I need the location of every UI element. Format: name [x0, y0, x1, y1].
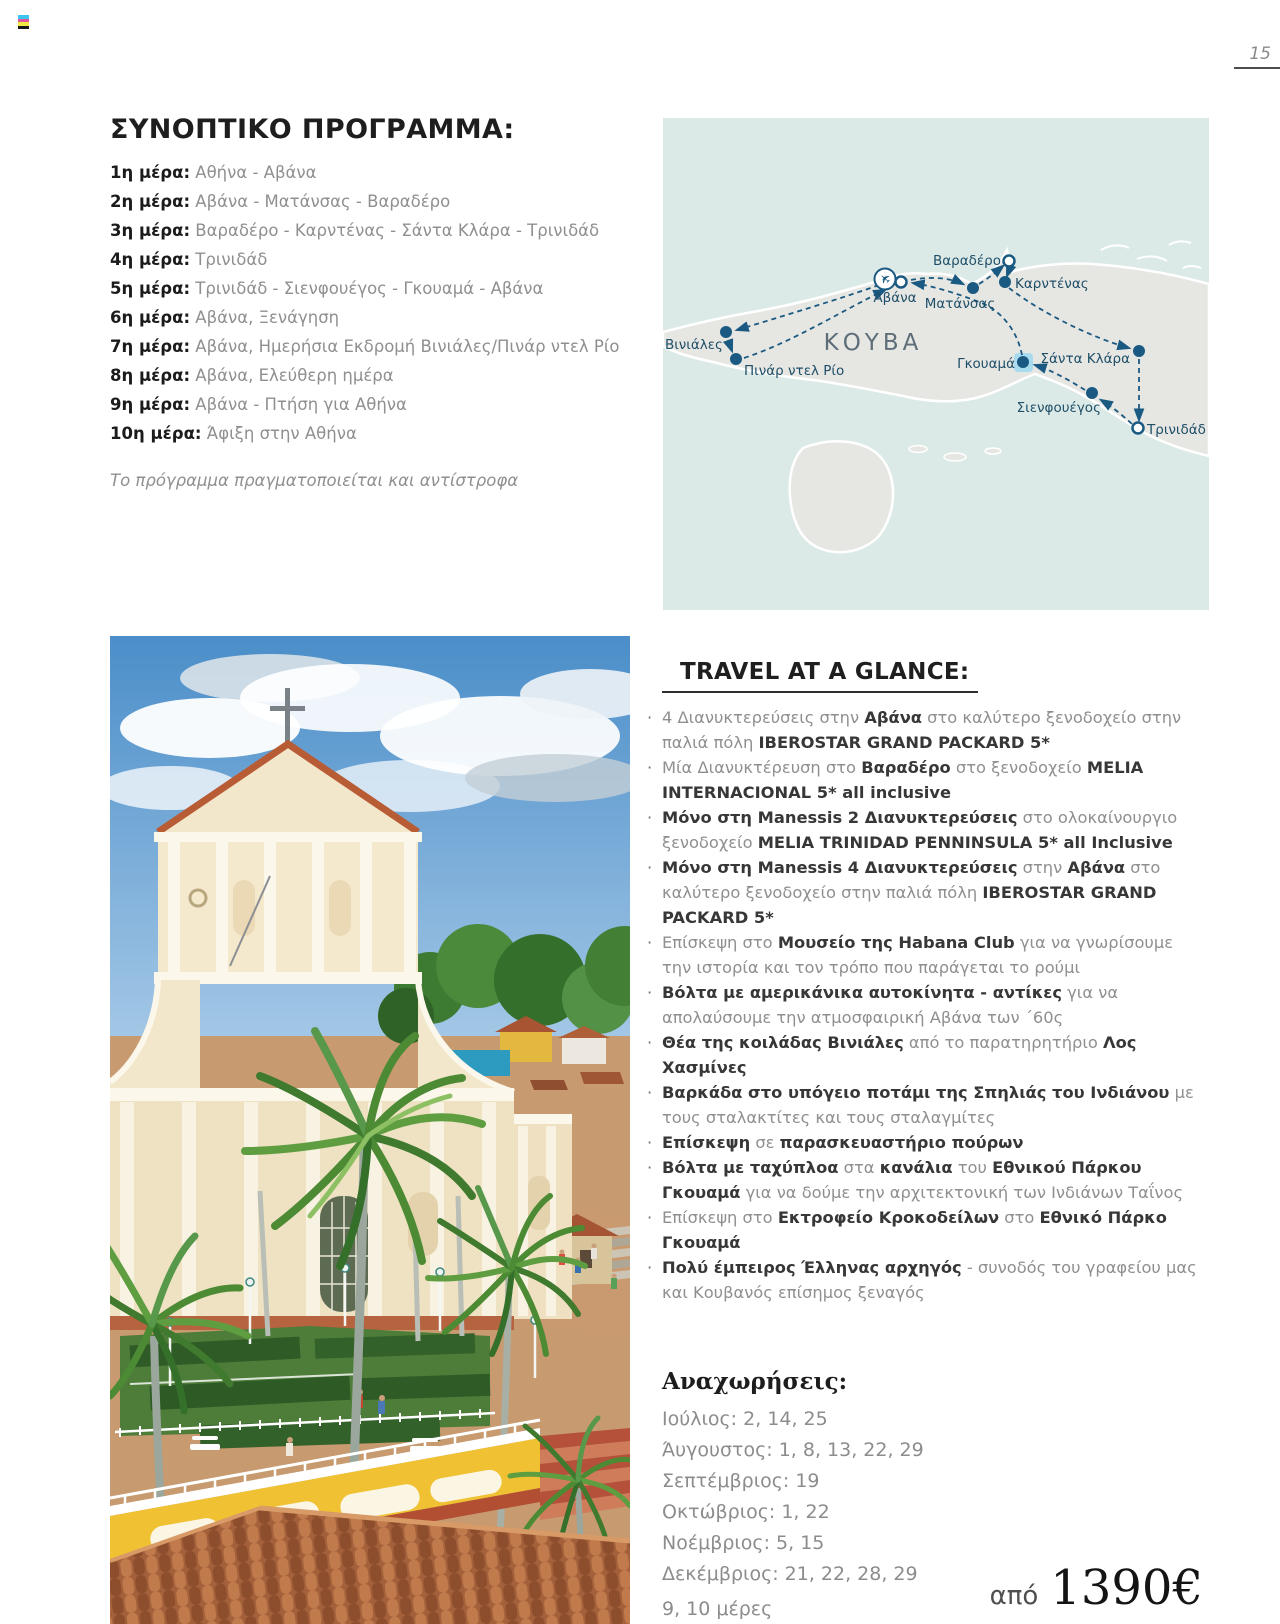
map-label-varadero: Βαραδέρο — [932, 253, 1001, 269]
glance-bullet — [647, 855, 1199, 930]
bullet-segment: για να δούμε την αρχιτεκτονική των Ινδιάνων Ταΐνος — [740, 1183, 1184, 1202]
program-day-row — [110, 158, 640, 187]
glance-title: TRAVEL AT A GLANCE: — [680, 659, 970, 685]
program-day-route: Τρινιδάδ - Σιενφουέγος - Γκουαμά - Αβάνα — [190, 279, 544, 298]
trinidad-photo — [110, 636, 630, 1624]
map-label-cienfuegos: Σιενφουέγος — [1016, 400, 1101, 416]
price-amount: 1390€ — [1050, 1560, 1203, 1616]
price-from-label: από — [989, 1581, 1039, 1611]
bullet-dot: · — [647, 708, 653, 727]
program-day-route: Αβάνα - Ματάνσας - Βαραδέρο — [190, 192, 451, 211]
bullet-dot: · — [647, 808, 653, 827]
departure-month-row: Δεκέμβριος: 21, 22, 28, 29 — [662, 1563, 918, 1585]
program-day-label: 7η μέρα: — [110, 337, 191, 356]
program-title: ΣΥΝΟΠΤΙΚΟ ΠΡΟΓΡΑΜΜΑ: — [110, 114, 515, 145]
glance-bullet — [647, 1130, 1199, 1155]
bullet-segment: Εκτροφείο Κροκοδείλων — [777, 1208, 1000, 1227]
bullet-segment: στο ολοκαίνουργιο ξενοδοχείο — [662, 808, 1178, 852]
program-day-label: 1η μέρα: — [110, 163, 191, 182]
map-label-pinar: Πινάρ ντελ Ρίο — [744, 363, 845, 379]
program-day-row — [110, 361, 640, 390]
glance-bullet — [647, 1255, 1199, 1305]
bullet-segment: IBEROSTAR GRAND PACKARD 5* — [662, 883, 1157, 927]
bullet-segment: για να απολαύσουμε την ατμοσφαιρική Αβάνα των ΄60ς — [662, 983, 1119, 1027]
bullet-segment: στο καλύτερο ξενοδοχείο στην παλιά πόλη — [662, 708, 1182, 752]
page-number: 15 — [1249, 44, 1271, 64]
program-day-row — [110, 390, 640, 419]
bullet-segment: στο — [999, 1208, 1040, 1227]
bullet-dot: · — [647, 858, 653, 877]
bullet-dot: · — [647, 933, 653, 952]
bullet-segment: MELIA TRINIDAD PENNINSULA 5* all Inclusive — [757, 833, 1173, 852]
program-day-label: 8η μέρα: — [110, 366, 191, 385]
map-isla-juventud — [790, 441, 893, 552]
glance-bullet-text — [662, 1080, 1199, 1130]
bullet-segment: Μόνο στη Manessis 2 Διανυκτερεύσεις — [662, 808, 1018, 827]
glance-bullet — [647, 1080, 1199, 1130]
program-day-row — [110, 332, 640, 361]
glance-bullet-text — [662, 805, 1199, 855]
bullet-segment: Εθνικού Πάρκου Γκουαμά — [662, 1158, 1142, 1202]
map-label-havana: Αβάνα — [873, 290, 917, 306]
print-registration-mark — [18, 15, 29, 30]
program-day-label: 6η μέρα: — [110, 308, 191, 327]
program-day-label: 3η μέρα: — [110, 221, 191, 240]
trip-duration: 9, 10 μέρες — [662, 1598, 773, 1620]
bullet-segment: Μουσείο της Habana Club — [777, 933, 1015, 952]
bullet-segment: - συνοδός του γραφείου μας και Κουβανός επίσημος ξεναγός — [662, 1258, 1197, 1302]
program-day-route: Βαραδέρο - Καρντένας - Σάντα Κλάρα - Τρινιδάδ — [190, 221, 600, 240]
map-label-cardenas: Καρντένας — [1015, 276, 1089, 292]
bullet-segment: κανάλια — [879, 1158, 953, 1177]
bullet-segment: Αβάνα — [864, 708, 922, 727]
bullet-segment: Λος Χασμίνες — [662, 1033, 1137, 1077]
plaza-gardens — [115, 1326, 495, 1449]
program-day-label: 4η μέρα: — [110, 250, 191, 269]
departure-month-row: Άυγουστος: 1, 8, 13, 22, 29 — [662, 1439, 924, 1461]
program-day-route: Αβάνα, Ημερήσια Εκδρομή Βινιάλες/Πινάρ ντελ Ρίο — [190, 337, 620, 356]
map-country-label: ΚΟΥΒΑ — [823, 330, 923, 356]
glance-bullet-text — [662, 980, 1199, 1030]
departure-month-row: Νοέμβριος: 5, 15 — [662, 1532, 825, 1554]
program-note: Το πρόγραμμα πραγματοποιείται και αντίστροφα — [110, 471, 519, 490]
program-day-row — [110, 187, 640, 216]
bullet-dot: · — [647, 1133, 653, 1152]
departure-month-row: Ιούλιος: 2, 14, 25 — [662, 1408, 828, 1430]
glance-bullet — [647, 930, 1199, 980]
bullet-segment: στην — [1017, 858, 1068, 877]
program-day-row — [110, 216, 640, 245]
bullet-segment: IBEROSTAR GRAND PACKARD 5* — [758, 733, 1050, 752]
glance-bullet — [647, 1205, 1199, 1255]
glance-bullet — [647, 755, 1199, 805]
bullet-segment: Επίσκεψη στο — [662, 933, 778, 952]
bullet-segment: Πολύ έμπειρος Έλληνας αρχηγός — [662, 1258, 962, 1277]
map-label-guama: Γκουαμά — [957, 356, 1015, 372]
bullet-segment: παρασκευαστήριο πούρων — [779, 1133, 1024, 1152]
bullet-segment: Βαρκάδα στο υπόγειο ποτάμι της Σπηλιάς του Ινδιάνου — [662, 1083, 1170, 1102]
bullet-dot: · — [647, 1208, 653, 1227]
glance-bullet — [647, 705, 1199, 755]
departure-month-row: Σεπτέμβριος: 19 — [662, 1470, 820, 1492]
departures-title: Αναχωρήσεις: — [662, 1368, 848, 1395]
bullet-segment: 4 Διανυκτερεύσεις στην — [662, 708, 865, 727]
bullet-segment: στο καλύτερο ξενοδοχείο στην παλιά πόλη — [662, 858, 1161, 902]
bullet-segment: με τους σταλακτίτες και τους σταλαγμίτες — [662, 1083, 1194, 1127]
page-number-rule — [1234, 67, 1280, 69]
glance-bullet — [647, 1030, 1199, 1080]
program-day-label: 10η μέρα: — [110, 424, 202, 443]
bullet-dot: · — [647, 1158, 653, 1177]
bullet-segment: στο ξενοδοχείο — [950, 758, 1087, 777]
program-day-row — [110, 274, 640, 303]
bullet-dot: · — [647, 1083, 653, 1102]
program-day-row — [110, 245, 640, 274]
glance-bullet-text — [662, 930, 1199, 980]
bullet-segment: του — [952, 1158, 993, 1177]
glance-bullet — [647, 1155, 1199, 1205]
bullet-dot: · — [647, 758, 653, 777]
bullet-dot: · — [647, 983, 653, 1002]
program-day-route: Αβάνα - Πτήση για Αθήνα — [190, 395, 407, 414]
page-number-block — [1234, 44, 1280, 69]
glance-bullet-list — [647, 705, 1199, 1305]
bullet-segment: στα — [838, 1158, 880, 1177]
map-label-santa-clara: Σάντα Κλάρα — [1040, 351, 1130, 367]
departure-month-row: Οκτώβριος: 1, 22 — [662, 1501, 830, 1523]
bullet-segment: σε — [750, 1133, 780, 1152]
bullet-segment: Βόλτα με αμερικάνικα αυτοκίνητα - αντίκες — [662, 983, 1062, 1002]
bullet-dot: · — [647, 1258, 653, 1277]
bullet-dot: · — [647, 1033, 653, 1052]
glance-bullet-text — [662, 705, 1199, 755]
price-block — [990, 1560, 1203, 1616]
bullet-segment: Επίσκεψη — [662, 1133, 751, 1152]
glance-bullet-text — [662, 1030, 1199, 1080]
bullet-segment: MELIA INTERNACIONAL 5* all inclusive — [662, 758, 1144, 802]
map-label-vinales: Βινιάλες — [664, 337, 723, 353]
glance-title-rule — [662, 691, 978, 693]
plane-icon: ✈ — [876, 268, 895, 288]
map-label-trinidad: Τρινιδάδ — [1147, 422, 1206, 438]
glance-bullet-text — [662, 855, 1199, 930]
cuba-route-map — [663, 118, 1209, 610]
program-day-route: Αβάνα, Ξενάγηση — [190, 308, 340, 327]
bullet-segment: Θέα της κοιλάδας Βινιάλες — [662, 1033, 904, 1052]
program-day-route: Άφιξη στην Αθήνα — [201, 424, 357, 443]
program-day-row — [110, 419, 640, 448]
bullet-segment: από το παρατηρητήριο — [903, 1033, 1103, 1052]
glance-bullet-text — [662, 1205, 1199, 1255]
departure-month-list — [662, 1404, 924, 1590]
program-day-route: Τρινιδάδ — [190, 250, 268, 269]
map-label-matanzas: Ματάνσας — [924, 296, 996, 312]
bullet-segment: Βαραδέρο — [861, 758, 951, 777]
map-svg — [663, 118, 1209, 610]
program-day-label: 9η μέρα: — [110, 395, 191, 414]
program-day-label: 2η μέρα: — [110, 192, 191, 211]
glance-bullet — [647, 980, 1199, 1030]
glance-bullet-text — [662, 1155, 1199, 1205]
bullet-segment: Μία Διανυκτέρευση στο — [662, 758, 862, 777]
bullet-segment: Βόλτα με ταχύπλοα — [662, 1158, 839, 1177]
bullet-segment: Επίσκεψη στο — [662, 1208, 778, 1227]
bullet-segment: Αβάνα — [1067, 858, 1126, 877]
program-day-label: 5η μέρα: — [110, 279, 191, 298]
glance-bullet-text — [662, 1130, 1024, 1155]
glance-bullet-text — [662, 1255, 1199, 1305]
photo-svg — [110, 636, 630, 1624]
bullet-segment: για να γνωρίσουμε την ιστορία και τον τρόπο που παράγεται το ρούμι — [662, 933, 1174, 977]
glance-bullet-text — [662, 755, 1199, 805]
bullet-segment: Μόνο στη Manessis 4 Διανυκτερεύσεις — [662, 858, 1018, 877]
program-day-route: Αθήνα - Αβάνα — [190, 163, 317, 182]
program-day-route: Αβάνα, Ελεύθερη ημέρα — [190, 366, 394, 385]
glance-bullet — [647, 805, 1199, 855]
bullet-segment: Εθνικό Πάρκο Γκουαμά — [662, 1208, 1167, 1252]
program-day-list — [110, 158, 640, 448]
program-day-row — [110, 303, 640, 332]
